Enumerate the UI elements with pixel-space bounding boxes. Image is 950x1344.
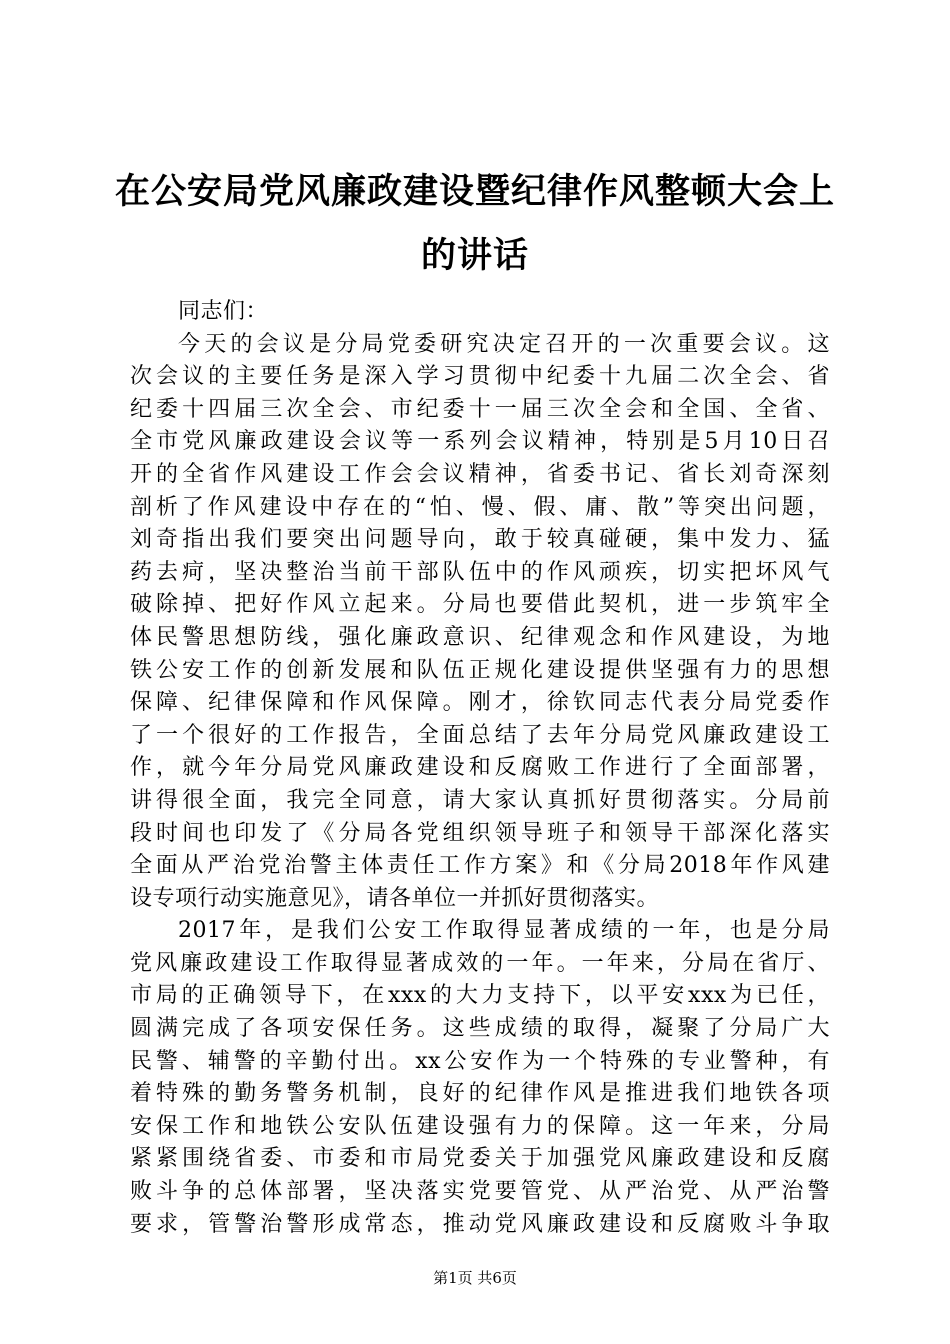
title-line-2: 的讲话 xyxy=(420,236,529,276)
text-line: 同志们： xyxy=(178,299,269,324)
text-line: 紧紧围绕省委、市委和市局党委关于加强党风廉政建设和反腐 xyxy=(130,1146,830,1172)
text-line: 剖析了作风建设中存在的“怕、慢、假、庸、散”等突出问题， xyxy=(130,494,830,520)
text-line: 设专项行动实施意见》，请各单位一并抓好贯彻落实。 xyxy=(130,885,660,911)
document-body xyxy=(130,296,830,1241)
text-line: 段时间也印发了《分局各党组织领导班子和领导干部深化落实 xyxy=(130,820,830,846)
text-line: 体民警思想防线，强化廉政意识、纪律观念和作风建设，为地 xyxy=(130,624,830,650)
text-line: 铁公安工作的创新发展和队伍正规化建设提供坚强有力的思想 xyxy=(130,657,830,683)
text-line: 2017年，是我们公安工作取得显著成绩的一年，也是分局 xyxy=(178,918,830,944)
text-line: 市局的正确领导下，在xxx的大力支持下，以平安xxx为已任， xyxy=(130,983,830,1009)
text-line: 安保工作和地铁公安队伍建设强有力的保障。这一年来，分局 xyxy=(130,1113,830,1139)
text-line: 次会议的主要任务是深入学习贯彻中纪委十九届二次全会、省 xyxy=(130,364,830,390)
text-line: 今天的会议是分局党委研究决定召开的一次重要会议。这 xyxy=(178,331,830,357)
text-line: 讲得很全面，我完全同意，请大家认真抓好贯彻落实。分局前 xyxy=(130,787,830,813)
text-line: 全市党风廉政建设会议等一系列会议精神，特别是5月10日召 xyxy=(130,429,830,455)
text-line: 药去疴，坚决整治当前干部队伍中的作风顽疾，切实把坏风气 xyxy=(130,559,830,585)
text-line: 保障、纪律保障和作风保障。刚才，徐钦同志代表分局党委作 xyxy=(130,690,830,716)
text-line: 着特殊的勤务警务机制，良好的纪律作风是推进我们地铁各项 xyxy=(130,1081,830,1107)
document-title xyxy=(110,160,840,288)
text-line: 圆满完成了各项安保任务。这些成绩的取得，凝聚了分局广大 xyxy=(130,1016,830,1042)
text-line: 破除掉、把好作风立起来。分局也要借此契机，进一步筑牢全 xyxy=(130,592,830,618)
text-line: 败斗争的总体部署，坚决落实党要管党、从严治党、从严治警 xyxy=(130,1179,830,1205)
title-line-1: 在公安局党风廉政建设暨纪律作风整顿大会上 xyxy=(114,172,835,212)
text-line: 了一个很好的工作报告，全面总结了去年分局党风廉政建设工 xyxy=(130,722,830,748)
text-line: 纪委十四届三次全会、市纪委十一届三次全会和全国、全省、 xyxy=(130,396,830,422)
page-footer: 第1页 共6页 xyxy=(433,1269,517,1287)
text-line: 要求，管警治警形成常态，推动党风廉政建设和反腐败斗争取 xyxy=(130,1211,830,1237)
text-line: 作，就今年分局党风廉政建设和反腐败工作进行了全面部署， xyxy=(130,755,830,781)
text-line: 全面从严治党治警主体责任工作方案》和《分局2018年作风建 xyxy=(130,853,830,879)
text-line: 党风廉政建设工作取得显著成效的一年。一年来，分局在省厅、 xyxy=(130,950,830,976)
text-line: 开的全省作风建设工作会会议精神，省委书记、省长刘奇深刻 xyxy=(130,461,830,487)
text-line: 刘奇指出我们要突出问题导向，敢于较真碰硬，集中发力、猛 xyxy=(130,527,830,553)
text-line: 民警、辅警的辛勤付出。xx公安作为一个特殊的专业警种，有 xyxy=(130,1048,830,1074)
